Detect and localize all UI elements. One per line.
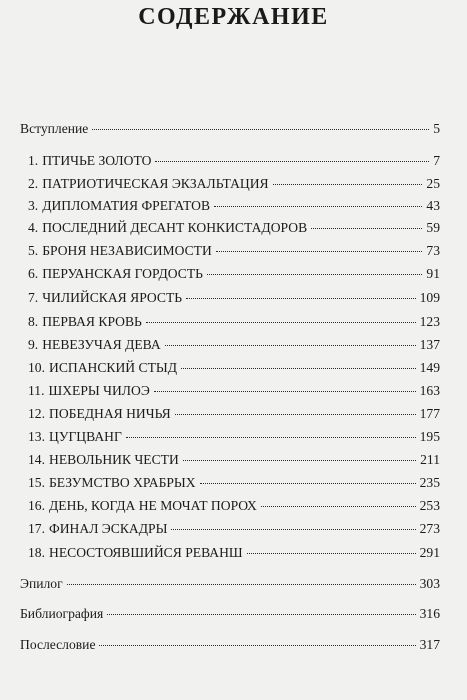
dot-leader (207, 274, 422, 275)
toc-chapter[interactable] (20, 382, 440, 400)
toc-chapter-number: 12. (28, 406, 45, 421)
toc-chapter[interactable] (20, 544, 440, 562)
toc-chapter[interactable] (20, 428, 440, 446)
dot-leader (99, 645, 415, 646)
toc-chapter-number: 14. (28, 452, 45, 467)
toc-chapter-number: 9. (28, 337, 39, 352)
toc-chapter-title (20, 242, 214, 260)
toc-chapter-label: ПЕРУАНСКАЯ ГОРДОСТЬ (42, 266, 203, 281)
toc-chapter-page: 25 (426, 176, 440, 191)
toc-chapter-number: 1. (28, 153, 39, 168)
toc-chapter-number: 7. (28, 290, 39, 305)
toc-chapter-label: ПАТРИОТИЧЕСКАЯ ЭКЗАЛЬТАЦИЯ (42, 176, 269, 191)
dot-leader (175, 414, 416, 415)
toc-chapter-title (20, 219, 309, 237)
dot-leader (216, 251, 423, 252)
toc-chapter-page: 253 (419, 498, 440, 513)
toc-chapter-title (20, 152, 153, 170)
toc-chapter[interactable] (20, 175, 440, 193)
toc-chapter-title (20, 474, 198, 492)
toc-chapter-label: ЧИЛИЙСКАЯ ЯРОСТЬ (42, 290, 183, 305)
toc-chapter-page: 7 (433, 153, 440, 168)
toc-chapter-label: ПОБЕДНАЯ НИЧЬЯ (49, 406, 171, 421)
toc-chapter[interactable] (20, 359, 440, 377)
toc-chapter-label: ДЕНЬ, КОГДА НЕ МОЧАТ ПОРОХ (49, 498, 257, 513)
toc-chapter[interactable] (20, 474, 440, 492)
dot-leader (247, 553, 416, 554)
toc-chapter-title (20, 520, 169, 538)
toc-chapter-page: 109 (419, 290, 440, 305)
dot-leader (181, 368, 416, 369)
toc-chapter-title (20, 289, 184, 307)
toc-chapter-title (20, 336, 163, 354)
toc-chapter-label: НЕВОЛЬНИК ЧЕСТИ (49, 452, 179, 467)
toc-chapter-title (20, 359, 179, 377)
toc-chapter-title (20, 497, 259, 515)
toc-entry-label: Библиография (20, 606, 104, 621)
toc-chapter-number: 4. (28, 220, 39, 235)
toc-entry-page: 317 (419, 637, 440, 652)
dot-leader (146, 322, 416, 323)
toc-chapter-label: ДИПЛОМАТИЯ ФРЕГАТОВ (42, 198, 211, 213)
toc-chapter-page: 137 (419, 337, 440, 352)
toc-chapter[interactable] (20, 405, 440, 423)
toc-chapter-number: 5. (28, 243, 39, 258)
dot-leader (261, 506, 416, 507)
dot-leader (165, 345, 416, 346)
toc-chapter-number: 3. (28, 198, 39, 213)
dot-leader (311, 228, 422, 229)
toc-chapter-number: 15. (28, 475, 45, 490)
toc-chapter[interactable] (20, 313, 440, 331)
toc-chapter-page: 235 (419, 475, 440, 490)
toc-chapter-page: 73 (426, 243, 440, 258)
toc-chapter-label: ЦУГЦВАНГ (49, 429, 122, 444)
dot-leader (155, 161, 429, 162)
toc-chapter-page: 273 (419, 521, 440, 536)
toc-entry-intro[interactable] (20, 120, 440, 138)
dot-leader (67, 584, 416, 585)
toc-chapter-label: ФИНАЛ ЭСКАДРЫ (49, 521, 168, 536)
toc-chapter[interactable] (20, 219, 440, 237)
toc-chapter-label: БЕЗУМСТВО ХРАБРЫХ (49, 475, 196, 490)
toc-entry-label: Вступление (20, 121, 89, 136)
toc-chapter-page: 91 (426, 266, 440, 281)
toc-chapter-title (20, 428, 124, 446)
dot-leader (92, 129, 429, 130)
toc-entry-afterword[interactable] (20, 636, 440, 654)
toc-chapter-number: 2. (28, 176, 39, 191)
toc-chapter-number: 13. (28, 429, 45, 444)
toc-entry-label: Послесловие (20, 637, 96, 652)
toc-chapter-page: 43 (426, 198, 440, 213)
toc-chapter-label: НЕВЕЗУЧАЯ ДЕВА (42, 337, 161, 352)
toc-chapter-page: 59 (426, 220, 440, 235)
toc-entry-epilogue[interactable] (20, 575, 440, 593)
toc-entry-label: Эпилог (20, 576, 63, 591)
toc-entry-bibliography[interactable] (20, 605, 440, 623)
toc-chapter[interactable] (20, 197, 440, 215)
toc-chapter-label: ПТИЧЬЕ ЗОЛОТО (42, 153, 152, 168)
toc-chapter-page: 177 (419, 406, 440, 421)
toc-entry-page: 5 (433, 121, 440, 136)
toc-chapter-label: БРОНЯ НЕЗАВИСИМОСТИ (42, 243, 212, 258)
toc-chapter-title (20, 197, 212, 215)
toc-entry-page: 303 (419, 576, 440, 591)
toc-entry-page: 316 (419, 606, 440, 621)
dot-leader (107, 614, 415, 615)
dot-leader (171, 529, 415, 530)
toc-chapter-page: 149 (419, 360, 440, 375)
toc-chapter-number: 16. (28, 498, 45, 513)
toc-chapter[interactable] (20, 152, 440, 170)
toc-chapter[interactable] (20, 451, 440, 469)
toc-chapter-number: 6. (28, 266, 39, 281)
toc-chapter-title (20, 451, 181, 469)
toc-chapter-number: 11. (28, 383, 45, 398)
toc-chapter[interactable] (20, 520, 440, 538)
toc-chapter-number: 17. (28, 521, 45, 536)
toc-chapter-title (20, 382, 152, 400)
toc-chapter-page: 291 (419, 545, 440, 560)
toc-chapter-label: ИСПАНСКИЙ СТЫД (49, 360, 177, 375)
toc-chapter[interactable] (20, 289, 440, 307)
toc-chapter[interactable] (20, 336, 440, 354)
toc-chapter-label: ПЕРВАЯ КРОВЬ (42, 314, 142, 329)
toc-chapter-label: ПОСЛЕДНИЙ ДЕСАНТ КОНКИСТАДОРОВ (42, 220, 308, 235)
toc-chapter-title (20, 405, 173, 423)
toc-chapter-page: 195 (419, 429, 440, 444)
dot-leader (154, 391, 416, 392)
toc-chapter-title (20, 265, 205, 283)
toc-chapter-page: 211 (420, 452, 440, 467)
toc-chapter[interactable] (20, 497, 440, 515)
toc-chapter[interactable] (20, 242, 440, 260)
toc-chapter-title (20, 544, 245, 562)
toc-chapter-page: 123 (419, 314, 440, 329)
dot-leader (183, 460, 416, 461)
toc-chapter-number: 10. (28, 360, 45, 375)
toc-chapter-title (20, 175, 271, 193)
toc-chapter-page: 163 (419, 383, 440, 398)
toc-chapter-title (20, 313, 144, 331)
dot-leader (273, 184, 423, 185)
toc-chapter[interactable] (20, 265, 440, 283)
toc-chapter-label: ШХЕРЫ ЧИЛОЭ (48, 383, 150, 398)
toc-chapter-number: 18. (28, 545, 45, 560)
dot-leader (214, 206, 422, 207)
page-title: СОДЕРЖАНИЕ (138, 4, 329, 30)
dot-leader (200, 483, 416, 484)
dot-leader (186, 298, 416, 299)
dot-leader (126, 437, 416, 438)
toc-chapter-label: НЕСОСТОЯВШИЙСЯ РЕВАНШ (49, 545, 243, 560)
toc-chapter-number: 8. (28, 314, 39, 329)
